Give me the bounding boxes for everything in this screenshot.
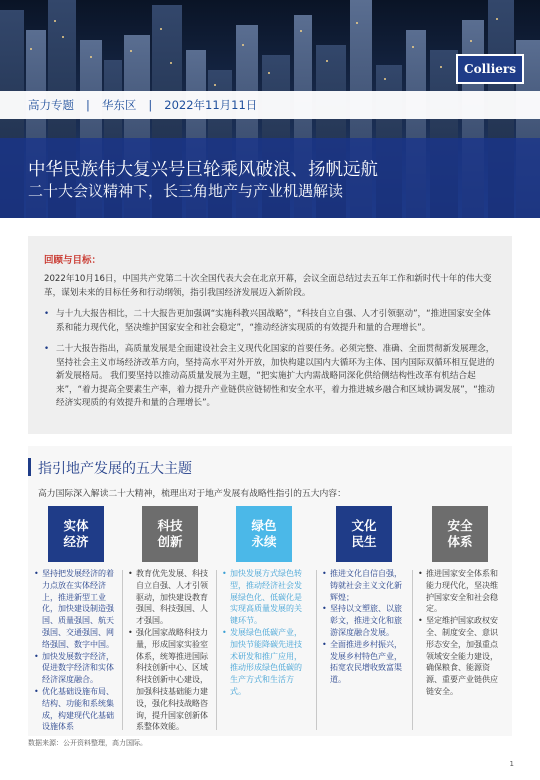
theme-bullet-list [418, 568, 502, 698]
page-title: 中华民族伟大复兴号巨轮乘风破浪、扬帆远航 [28, 160, 378, 180]
report-type: 高力专题 [28, 98, 74, 112]
theme-bullet-list [34, 568, 118, 733]
report-region: 华东区 [101, 98, 137, 112]
theme-label-line: 科技 [157, 518, 183, 533]
theme-column-tech-innovation [128, 506, 212, 733]
five-themes-section [28, 446, 512, 736]
section-intro: 高力国际深入解读二十大精神，梳理出对于地产发展有战略性指引的五大内容： [38, 489, 346, 499]
report-date: 2022年11月11日 [164, 98, 258, 112]
theme-tile [142, 506, 198, 562]
colliers-logo [456, 54, 524, 84]
theme-tile [432, 506, 488, 562]
column-divider [316, 570, 317, 730]
theme-column-culture-livelihood [322, 506, 406, 686]
theme-bullet: • 教育优先发展、科技自立自强、人才引领驱动，加快建设教育强国、科技强国、人才强国。 [128, 568, 212, 627]
meta-separator: | [148, 98, 153, 112]
theme-tile [236, 506, 292, 562]
theme-bullet: • 强化国家战略科技力量，形成国家实验室体系，统筹推进国际科技创新中心、区域科技创新中心建设，加强科技基础能力建设，强化科技战略咨询，提升国家创新体系整体效能。 [128, 627, 212, 733]
theme-bullet: • 坚持把发展经济的着力点放在实体经济上，推进新型工业化，加快建设制造强国、质量强国、航天强国、交通强国、网络强国、数字中国。 [34, 568, 118, 651]
theme-column-real-economy [34, 506, 118, 733]
theme-bullet: • 加快发展方式绿色转型，推动经济社会发展绿色化、低碳化是实现高质量发展的关键环节。 [222, 568, 306, 627]
theme-label [251, 518, 276, 550]
review-bullet: • 与十九大报告相比，二十大报告更加强调“实施科教兴国战略”，“科技自立自强、人才引领驱动”，“推进国家安全体系和能力现代化，坚决维护国家安全和社会稳定”，“推动经济实现质的有效提升和量的合理增长”。 [44, 308, 496, 335]
theme-bullet: • 推进国家安全体系和能力现代化，坚决维护国家安全和社会稳定。 [418, 568, 502, 615]
page-subtitle: 二十大会议精神下，长三角地产与产业机遇解读 [28, 182, 344, 200]
theme-label-line: 实体 [63, 518, 89, 533]
theme-label-line: 永续 [251, 534, 277, 549]
theme-column-green-sustainability [222, 506, 306, 698]
theme-bullet: • 优化基础设施布局、结构、功能和系统集成，构建现代化基础设施体系 [34, 686, 118, 733]
theme-bullet: • 发展绿色低碳产业，加快节能降碳先进技术研发和推广应用，推动形成绿色低碳的生产方式和生活方式。 [222, 627, 306, 698]
data-source-note: 数据来源：公开资料整理，高力国际。 [28, 739, 147, 747]
review-paragraph: 2022年10月16日，中国共产党第二十次全国代表大会在北京开幕，会议全面总结过去五年工作和新时代十年的伟大变革，谋划未来的目标任务和行动纲领，指引我国经济发展迈入新阶段。 [44, 274, 492, 298]
theme-label-line: 创新 [157, 534, 183, 549]
meta-separator: | [86, 98, 90, 112]
theme-bullet-list [322, 568, 406, 686]
theme-label-line: 体系 [447, 534, 473, 549]
theme-bullet-list [222, 568, 306, 698]
theme-bullet: • 坚定维护国家政权安全、制度安全、意识形态安全，加强重点领域安全能力建设，确保粮食、能源资源、重要产业链供应链安全。 [418, 615, 502, 698]
theme-bullet-list [128, 568, 212, 733]
theme-bullet: • 加快发展数字经济，促进数字经济和实体经济深度融合。 [34, 651, 118, 686]
review-heading: 回顾与目标： [44, 255, 102, 266]
review-bullet-list [44, 308, 496, 411]
theme-label [447, 518, 472, 550]
section-title: 指引地产发展的五大主题 [38, 458, 192, 478]
review-box [28, 236, 512, 434]
theme-bullet: • 推进文化自信自强，铸就社会主义文化新辉煌； [322, 568, 406, 603]
theme-label-line: 文化 [351, 518, 377, 533]
report-meta-bar [0, 91, 540, 119]
theme-tile [48, 506, 104, 562]
theme-label [351, 518, 376, 550]
column-divider [216, 570, 217, 730]
theme-label [63, 518, 88, 550]
logo-text: Colliers [464, 62, 516, 76]
page-number: 1 [509, 760, 514, 768]
hero-banner [0, 0, 540, 218]
theme-bullet: • 坚持以文塑旅、以旅彰文，推进文化和旅游深度融合发展。 [322, 603, 406, 638]
theme-label-line: 民生 [351, 534, 377, 549]
theme-label-line: 安全 [447, 518, 473, 533]
theme-tile [336, 506, 392, 562]
theme-label [157, 518, 182, 550]
review-bullet: • 二十大报告指出，高质量发展是全面建设社会主义现代化国家的首要任务。必须完整、准确、全面贯彻新发展理念，坚持社会主义市场经济改革方向，坚持高水平对外开放，加快构建以国内大循环为主体、国内国际双循环相互促进的新发展格局。 我们要坚持以推动高质量发展为主题，“把实施扩大内需战略同深化供给侧结构性改革有机结合起来”，“着力提高全要素生产率，着力提升产业链供应链韧性和安全水平，着力推进城乡融合和区域协调发展”，“推动经济实现质的有效提升和量的合理增长”。 [44, 343, 496, 411]
theme-label-line: 经济 [63, 534, 89, 549]
theme-bullet: • 全面推进乡村振兴，发展乡村特色产业，拓宽农民增收致富渠道。 [322, 639, 406, 686]
theme-column-security-system [418, 506, 502, 698]
theme-label-line: 绿色 [251, 518, 277, 533]
column-divider [122, 570, 123, 730]
column-divider [412, 570, 413, 730]
